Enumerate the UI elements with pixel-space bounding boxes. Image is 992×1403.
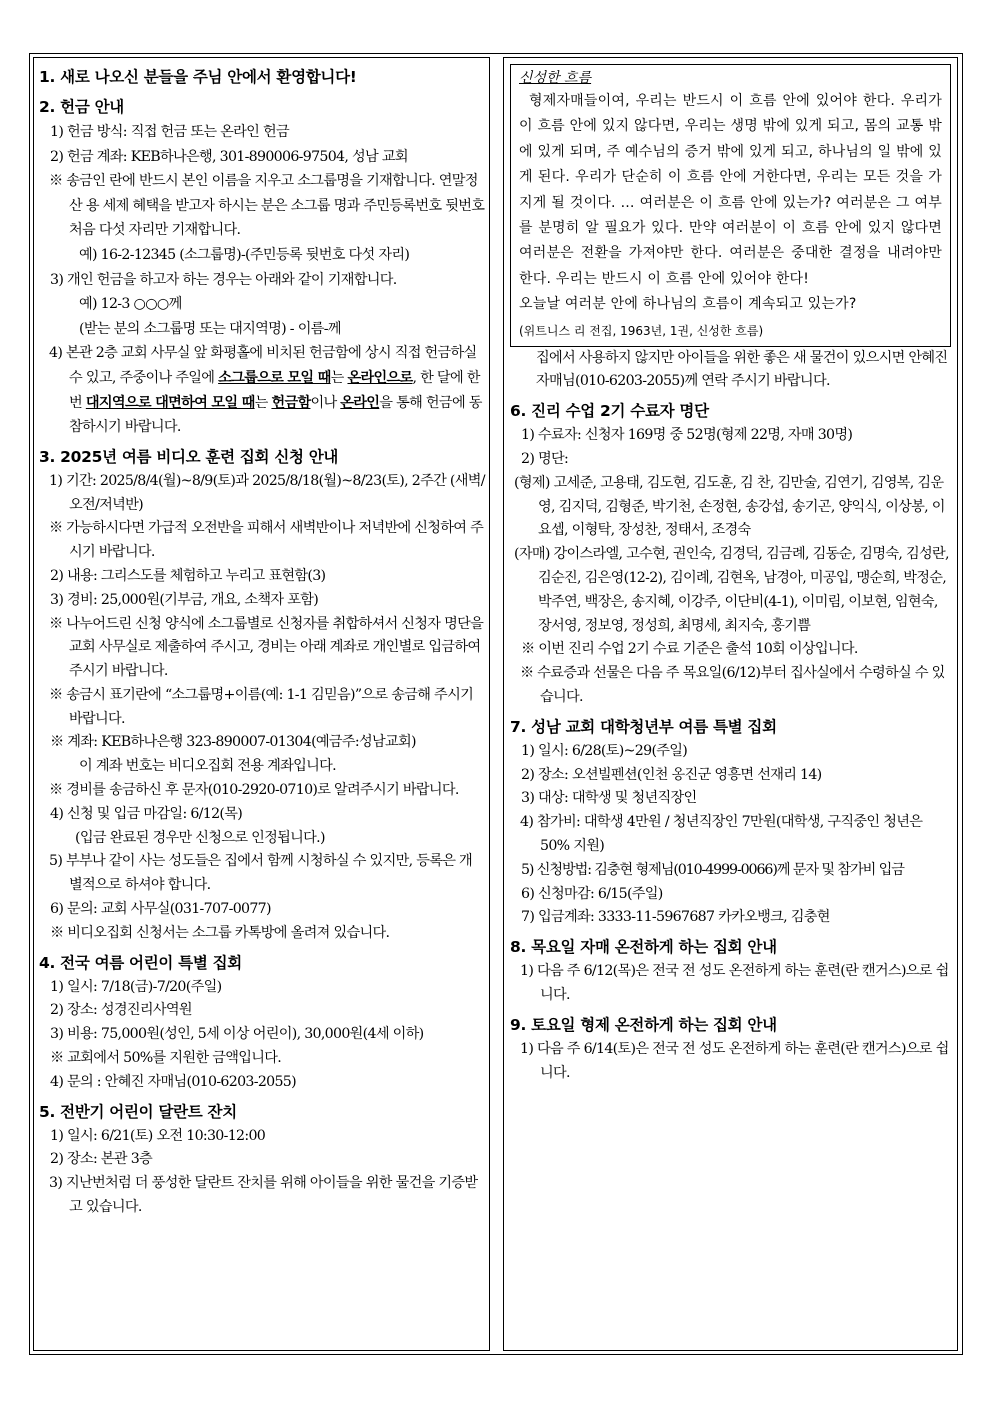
graduates-criteria: ※ 이번 진리 수업 2기 수료 기준은 출석 10회 이상입니다. (521, 641, 858, 658)
section-9-title: 9. 토요일 형제 온전하게 하는 집회 안내 (510, 1015, 777, 1034)
video-training-cost: 3) 경비: 25,000원(기부금, 개요, 소책자 포함) (50, 591, 319, 608)
video-training-account-note: 이 계좌 번호는 비디오집회 전용 계좌입니다. (79, 758, 336, 775)
children-meeting-support: ※ 교회에서 50%를 지원한 금액입니다. (50, 1050, 282, 1067)
video-training-couples: 5) 부부나 같이 사는 성도들은 집에서 함께 시청하실 수 있지만, 등록은 개별적으로 하셔야 합니다. (49, 853, 473, 894)
youth-meeting-deadline: 6) 신청마감: 6/15(주일) (521, 885, 663, 902)
video-training-deadline-note: (입금 완료된 경우만 신청으로 인정됩니다.) (75, 829, 325, 846)
video-training-form-note: ※ 비디오집회 신청서는 소그룹 카톡방에 올려져 있습니다. (50, 924, 390, 941)
offering-account: 2) 헌금 계좌: KEB하나은행, 301-890006-97504, 성남 교회 (50, 148, 408, 165)
section-8-title: 8. 목요일 자매 온전하게 하는 집회 안내 (510, 938, 777, 957)
talent-feast-place: 2) 장소: 본관 3층 (50, 1151, 153, 1168)
offering-example: 예) 16-2-12345 (소그룹명)-(주민등록 뒷번호 다섯 자리) (79, 246, 410, 263)
graduates-count: 1) 수료자: 신청자 169명 중 52명(형제 22명, 자매 30명) (521, 427, 853, 444)
section-1-title: 1. 새로 나오신 분들을 주님 안에서 환영합니다! (39, 68, 357, 86)
personal-offering-format: (받는 분의 소그룹명 또는 대지역명) - 이름-께 (79, 320, 341, 337)
personal-offering: 3) 개인 헌금을 하고자 하는 경우는 아래와 같이 기재합니다. (50, 271, 397, 288)
section-6-title: 6. 진리 수업 2기 수료자 명단 (510, 402, 709, 421)
youth-meeting-apply: 5) 신청방법: 김충현 형제님(010-4999-0066)께 문자 및 참가비 입금 (521, 861, 904, 878)
video-training-remit-note: ※ 송금시 표기란에 “소그룹명+이름(예: 1-1 김믿음)”으로 송금해 주시기 바랍니다. (49, 686, 474, 727)
video-training-contact: 6) 문의: 교회 사무실(031-707-0077) (50, 901, 271, 918)
graduates-sisters: (자매) 강이스라엘, 고수현, 권인숙, 김경덕, 김금례, 김동순, 김명숙, 김성란, 김순진, 김은영(12-2), 김이례, 김현옥, 남경아, 미공입, 맹순희, 박정순, 박주연, 백장은, 송지혜, 이강주, 이단비(4-1), 이미림, 이보현, 임현숙, 장서영, 정보영, 정성희, 최명세, 최지숙, 홍기쁨 (514, 546, 949, 634)
section-7-title: 7. 성남 교회 대학청년부 여름 특별 집회 (510, 717, 777, 736)
section-5-title: 5. 전반기 어린이 달란트 잔치 (39, 1102, 237, 1121)
youth-meeting-target: 3) 대상: 대학생 및 청년직장인 (521, 790, 697, 807)
devotional-body: 형제자매들이여, 우리는 반드시 이 흐름 안에 있어야 한다. 우리가 이 흐름 안에 있지 않다면, 우리는 생명 밖에 있게 되고, 몸의 교통 밖에 있게 되며, 주 예수님의 증거 밖에 있게 되고, 하나님의 일 밖에 있게 된다. 우리가 단순히 이 흐름 안에 거한다면, 우리는 모든 것을 가지게 될 것이다. … 여러분은 이 흐름 안에 있는가? 여러분은 그 여부를 분명히 알 필요가 있다. 만약 여러분이 이 흐름 안에 있지 않다면 여러분은 전환을 가져야만 한다. 여러분은 중대한 결정을 내려야만 한다. 우리는 반드시 이 흐름 안에 있어야 한다! (519, 93, 942, 287)
youth-meeting-account: 7) 입금계좌: 3333-11-5967687 카카오뱅크, 김충현 (521, 909, 830, 926)
personal-offering-example: 예) 12-3 ○○○께 (79, 296, 182, 313)
right-column (503, 57, 958, 1351)
video-training-account: ※ 계좌: KEB하나은행 323-890007-01304(예금주:성남교회) (50, 734, 416, 751)
youth-meeting-place: 2) 장소: 오션빌펜션(인천 옹진군 영흥면 선재리 14) (521, 766, 822, 783)
left-column (33, 57, 490, 1351)
talent-feast-donation: 3) 지난번처럼 더 풍성한 달란트 잔치를 위해 아이들을 위한 물건을 기증받고 있습니다. (49, 1175, 478, 1216)
youth-meeting-fee: 4) 참가비: 대학생 4만원 / 청년직장인 7만원(대학생, 구직중인 청년은 50% 지원) (520, 814, 923, 854)
graduates-list-label: 2) 명단: (521, 451, 569, 468)
section-2-title: 2. 헌금 안내 (39, 98, 124, 116)
graduates-brothers: (형제) 고세준, 고용태, 김도현, 김도훈, 김 찬, 김만술, 김연기, 김영복, 김운영, 김지덕, 김형준, 박기천, 손정현, 송강섭, 송기곤, 양익식, 이상봉, 이요셉, 이형탁, 장성찬, 정태서, 조경숙 (514, 474, 945, 539)
devotional-source: (위트니스 리 전집, 1963년, 1권, 신성한 흐름) (519, 323, 764, 338)
offering-method: 1) 헌금 방식: 직접 헌금 또는 온라인 헌금 (50, 124, 289, 140)
video-training-sms-note: ※ 경비를 송금하신 후 문자(010-2920-0710)로 알려주시기 바랍니다. (49, 782, 459, 799)
video-training-application-note: ※ 나누어드린 신청 양식에 소그룹별로 신청자를 취합하셔서 신청자 명단을 교회 사무실로 제출하여 주시고, 경비는 아래 계좌로 개인별로 입금하여 주시기 바랍니다. (49, 615, 484, 680)
children-meeting-place: 2) 장소: 성경진리사역원 (50, 1002, 192, 1019)
offering-box-note: 4) 본관 2층 교회 사무실 앞 화평홀에 비치된 헌금함에 상시 직접 헌금하실 수 있고, 주중이나 주일에 소그룹으로 모일 때는 온라인으로, 한 달에 한 번 대지역으로 대면하여 모일 때는 헌금함이나 온라인을 통해 헌금에 동참하시기 바랍니다. (49, 345, 482, 436)
children-meeting-contact: 4) 문의 : 안혜진 자매님(010-6203-2055) (50, 1073, 296, 1090)
graduates-gift-note: ※ 수료증과 선물은 다음 주 목요일(6/12)부터 집사실에서 수령하실 수 있습니다. (520, 665, 945, 706)
section-3-title: 3. 2025년 여름 비디오 훈련 집회 신청 안내 (39, 447, 339, 466)
sisters-meeting-note: 1) 다음 주 6/12(목)은 전국 전 성도 온전하게 하는 훈련(란 캔거스)으로 쉽니다. (520, 963, 949, 1003)
children-meeting-cost: 3) 비용: 75,000원(성인, 5세 이상 어린이), 30,000원(4세 이하) (50, 1026, 424, 1043)
video-training-period: 1) 기간: 2025/8/4(월)~8/9(토)과 2025/8/18(월)~8/23(토), 2주간 (새벽/오전/저녁반) (49, 472, 485, 513)
talent-feast-continued: 집에서 사용하지 않지만 아이들을 위한 좋은 새 물건이 있으시면 안혜진 자매님(010-6203-2055)께 연락 주시기 바랍니다. (536, 349, 948, 390)
video-training-note: ※ 가능하시다면 가급적 오전반을 피해서 새벽반이나 저녁반에 신청하여 주시기 바랍니다. (49, 520, 484, 561)
talent-feast-date: 1) 일시: 6/21(토) 오전 10:30-12:00 (50, 1127, 266, 1144)
devotional-title: 신성한 흐름 (519, 70, 592, 86)
devotional-box (510, 64, 951, 347)
section-4-title: 4. 전국 여름 어린이 특별 집회 (39, 953, 242, 972)
video-training-content: 2) 내용: 그리스도를 체험하고 누리고 표현함(3) (50, 567, 326, 584)
video-training-deadline: 4) 신청 및 입금 마감일: 6/12(목) (50, 805, 243, 822)
youth-meeting-date: 1) 일시: 6/28(토)~29(주일) (521, 742, 688, 759)
brothers-meeting-note: 1) 다음 주 6/14(토)은 전국 전 성도 온전하게 하는 훈련(란 캔거스)으로 쉽니다. (520, 1040, 949, 1081)
devotional-question: 오늘날 여러분 안에 하나님의 흐름이 계속되고 있는가? (519, 296, 857, 313)
children-meeting-date: 1) 일시: 7/18(금)-7/20(주일) (50, 978, 222, 995)
offering-note: ※ 송금인 란에 반드시 본인 이름을 지우고 소그룹명을 기재합니다. 연말정산 용 세제 혜택을 받고자 하시는 분은 소그룹 명과 주민등록번호 뒷번호 처음 다섯 자리만 기재합니다. (49, 173, 485, 239)
